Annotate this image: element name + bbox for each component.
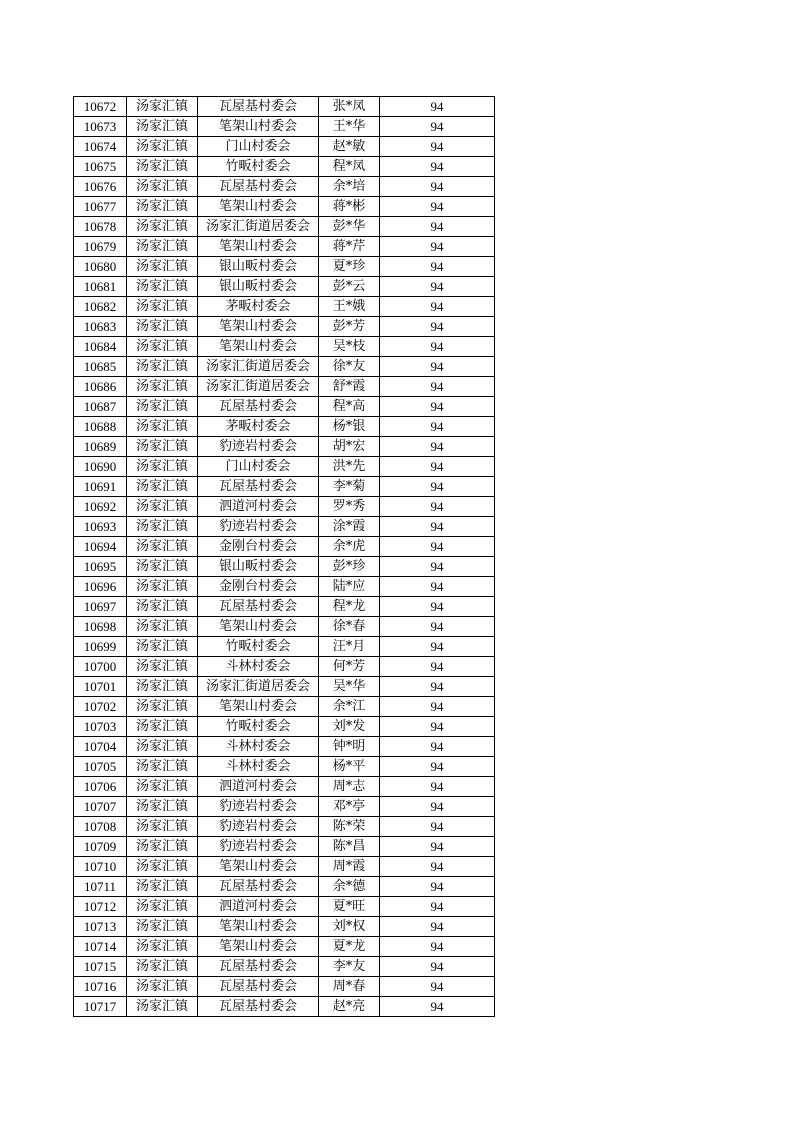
row-town-cell: 汤家汇镇 bbox=[127, 697, 198, 717]
table-row bbox=[74, 157, 495, 177]
row-score-cell: 94 bbox=[380, 517, 495, 537]
row-id-cell: 10688 bbox=[74, 417, 127, 437]
row-id-cell: 10709 bbox=[74, 837, 127, 857]
row-score-cell: 94 bbox=[380, 117, 495, 137]
row-id-cell: 10694 bbox=[74, 537, 127, 557]
row-name-cell: 王*华 bbox=[319, 117, 380, 137]
row-score-cell: 94 bbox=[380, 537, 495, 557]
row-town-cell: 汤家汇镇 bbox=[127, 417, 198, 437]
row-town-cell: 汤家汇镇 bbox=[127, 657, 198, 677]
table-row bbox=[74, 197, 495, 217]
row-name-cell: 周*志 bbox=[319, 777, 380, 797]
row-score-cell: 94 bbox=[380, 497, 495, 517]
row-id-cell: 10672 bbox=[74, 97, 127, 117]
table-row bbox=[74, 877, 495, 897]
row-village-cell: 笔架山村委会 bbox=[198, 697, 319, 717]
row-town-cell: 汤家汇镇 bbox=[127, 257, 198, 277]
row-village-cell: 瓦屋基村委会 bbox=[198, 397, 319, 417]
table-row bbox=[74, 177, 495, 197]
row-town-cell: 汤家汇镇 bbox=[127, 197, 198, 217]
row-id-cell: 10677 bbox=[74, 197, 127, 217]
table-row bbox=[74, 917, 495, 937]
row-score-cell: 94 bbox=[380, 697, 495, 717]
row-name-cell: 徐*春 bbox=[319, 617, 380, 637]
row-score-cell: 94 bbox=[380, 257, 495, 277]
row-name-cell: 蒋*芹 bbox=[319, 237, 380, 257]
row-score-cell: 94 bbox=[380, 437, 495, 457]
row-village-cell: 茅畈村委会 bbox=[198, 417, 319, 437]
table-row bbox=[74, 937, 495, 957]
row-score-cell: 94 bbox=[380, 877, 495, 897]
row-town-cell: 汤家汇镇 bbox=[127, 437, 198, 457]
row-id-cell: 10676 bbox=[74, 177, 127, 197]
row-village-cell: 竹畈村委会 bbox=[198, 157, 319, 177]
row-id-cell: 10693 bbox=[74, 517, 127, 537]
row-score-cell: 94 bbox=[380, 637, 495, 657]
row-village-cell: 竹畈村委会 bbox=[198, 717, 319, 737]
row-score-cell: 94 bbox=[380, 457, 495, 477]
table-row bbox=[74, 137, 495, 157]
row-village-cell: 竹畈村委会 bbox=[198, 637, 319, 657]
row-village-cell: 瓦屋基村委会 bbox=[198, 597, 319, 617]
row-name-cell: 洪*先 bbox=[319, 457, 380, 477]
row-town-cell: 汤家汇镇 bbox=[127, 497, 198, 517]
table-row bbox=[74, 977, 495, 997]
table-row bbox=[74, 497, 495, 517]
row-id-cell: 10703 bbox=[74, 717, 127, 737]
row-score-cell: 94 bbox=[380, 737, 495, 757]
row-name-cell: 夏*珍 bbox=[319, 257, 380, 277]
row-score-cell: 94 bbox=[380, 837, 495, 857]
row-village-cell: 汤家汇街道居委会 bbox=[198, 377, 319, 397]
table-row bbox=[74, 517, 495, 537]
table-row bbox=[74, 277, 495, 297]
table-row bbox=[74, 537, 495, 557]
row-name-cell: 刘*权 bbox=[319, 917, 380, 937]
table-row bbox=[74, 997, 495, 1017]
row-score-cell: 94 bbox=[380, 377, 495, 397]
row-name-cell: 刘*发 bbox=[319, 717, 380, 737]
row-score-cell: 94 bbox=[380, 817, 495, 837]
row-id-cell: 10706 bbox=[74, 777, 127, 797]
table-row bbox=[74, 597, 495, 617]
row-village-cell: 茅畈村委会 bbox=[198, 297, 319, 317]
row-score-cell: 94 bbox=[380, 317, 495, 337]
table-row bbox=[74, 297, 495, 317]
row-name-cell: 余*德 bbox=[319, 877, 380, 897]
row-town-cell: 汤家汇镇 bbox=[127, 157, 198, 177]
row-name-cell: 余*培 bbox=[319, 177, 380, 197]
row-name-cell: 陆*应 bbox=[319, 577, 380, 597]
row-village-cell: 笔架山村委会 bbox=[198, 237, 319, 257]
row-score-cell: 94 bbox=[380, 197, 495, 217]
row-village-cell: 豹迹岩村委会 bbox=[198, 517, 319, 537]
row-name-cell: 吴*华 bbox=[319, 677, 380, 697]
row-name-cell: 蒋*彬 bbox=[319, 197, 380, 217]
row-score-cell: 94 bbox=[380, 757, 495, 777]
row-village-cell: 笔架山村委会 bbox=[198, 197, 319, 217]
row-id-cell: 10685 bbox=[74, 357, 127, 377]
row-village-cell: 笔架山村委会 bbox=[198, 337, 319, 357]
row-town-cell: 汤家汇镇 bbox=[127, 897, 198, 917]
row-town-cell: 汤家汇镇 bbox=[127, 277, 198, 297]
row-score-cell: 94 bbox=[380, 397, 495, 417]
row-id-cell: 10692 bbox=[74, 497, 127, 517]
row-town-cell: 汤家汇镇 bbox=[127, 577, 198, 597]
row-score-cell: 94 bbox=[380, 977, 495, 997]
row-village-cell: 斗林村委会 bbox=[198, 757, 319, 777]
row-score-cell: 94 bbox=[380, 557, 495, 577]
row-name-cell: 夏*龙 bbox=[319, 937, 380, 957]
row-village-cell: 瓦屋基村委会 bbox=[198, 877, 319, 897]
table-row bbox=[74, 717, 495, 737]
row-town-cell: 汤家汇镇 bbox=[127, 937, 198, 957]
row-town-cell: 汤家汇镇 bbox=[127, 357, 198, 377]
row-score-cell: 94 bbox=[380, 777, 495, 797]
row-score-cell: 94 bbox=[380, 957, 495, 977]
row-id-cell: 10714 bbox=[74, 937, 127, 957]
table-row bbox=[74, 377, 495, 397]
row-id-cell: 10701 bbox=[74, 677, 127, 697]
table-row bbox=[74, 857, 495, 877]
row-id-cell: 10702 bbox=[74, 697, 127, 717]
table-row bbox=[74, 397, 495, 417]
row-village-cell: 门山村委会 bbox=[198, 137, 319, 157]
row-town-cell: 汤家汇镇 bbox=[127, 997, 198, 1017]
table-row bbox=[74, 757, 495, 777]
table-row bbox=[74, 417, 495, 437]
row-id-cell: 10683 bbox=[74, 317, 127, 337]
table-row bbox=[74, 837, 495, 857]
row-id-cell: 10682 bbox=[74, 297, 127, 317]
row-village-cell: 泗道河村委会 bbox=[198, 777, 319, 797]
row-id-cell: 10675 bbox=[74, 157, 127, 177]
row-score-cell: 94 bbox=[380, 797, 495, 817]
table-row bbox=[74, 637, 495, 657]
row-id-cell: 10684 bbox=[74, 337, 127, 357]
row-village-cell: 瓦屋基村委会 bbox=[198, 97, 319, 117]
row-id-cell: 10689 bbox=[74, 437, 127, 457]
row-id-cell: 10679 bbox=[74, 237, 127, 257]
row-name-cell: 赵*敏 bbox=[319, 137, 380, 157]
row-score-cell: 94 bbox=[380, 157, 495, 177]
row-id-cell: 10678 bbox=[74, 217, 127, 237]
row-village-cell: 笔架山村委会 bbox=[198, 117, 319, 137]
table-row bbox=[74, 217, 495, 237]
row-town-cell: 汤家汇镇 bbox=[127, 297, 198, 317]
row-town-cell: 汤家汇镇 bbox=[127, 677, 198, 697]
row-village-cell: 斗林村委会 bbox=[198, 737, 319, 757]
row-village-cell: 豹迹岩村委会 bbox=[198, 837, 319, 857]
row-village-cell: 笔架山村委会 bbox=[198, 917, 319, 937]
row-score-cell: 94 bbox=[380, 857, 495, 877]
row-village-cell: 汤家汇街道居委会 bbox=[198, 357, 319, 377]
row-score-cell: 94 bbox=[380, 417, 495, 437]
row-name-cell: 彭*华 bbox=[319, 217, 380, 237]
row-town-cell: 汤家汇镇 bbox=[127, 457, 198, 477]
table-row bbox=[74, 657, 495, 677]
row-id-cell: 10717 bbox=[74, 997, 127, 1017]
row-score-cell: 94 bbox=[380, 237, 495, 257]
row-village-cell: 笔架山村委会 bbox=[198, 317, 319, 337]
row-village-cell: 金刚台村委会 bbox=[198, 577, 319, 597]
row-town-cell: 汤家汇镇 bbox=[127, 377, 198, 397]
row-score-cell: 94 bbox=[380, 297, 495, 317]
row-village-cell: 泗道河村委会 bbox=[198, 897, 319, 917]
row-town-cell: 汤家汇镇 bbox=[127, 977, 198, 997]
table-row bbox=[74, 617, 495, 637]
row-town-cell: 汤家汇镇 bbox=[127, 837, 198, 857]
row-town-cell: 汤家汇镇 bbox=[127, 957, 198, 977]
table-row bbox=[74, 117, 495, 137]
table-row bbox=[74, 317, 495, 337]
row-name-cell: 程*凤 bbox=[319, 157, 380, 177]
row-name-cell: 钟*明 bbox=[319, 737, 380, 757]
table-row bbox=[74, 677, 495, 697]
row-id-cell: 10698 bbox=[74, 617, 127, 637]
table-row bbox=[74, 337, 495, 357]
row-village-cell: 笔架山村委会 bbox=[198, 617, 319, 637]
row-id-cell: 10699 bbox=[74, 637, 127, 657]
row-town-cell: 汤家汇镇 bbox=[127, 517, 198, 537]
row-town-cell: 汤家汇镇 bbox=[127, 477, 198, 497]
row-score-cell: 94 bbox=[380, 937, 495, 957]
row-name-cell: 周*春 bbox=[319, 977, 380, 997]
row-village-cell: 笔架山村委会 bbox=[198, 937, 319, 957]
row-town-cell: 汤家汇镇 bbox=[127, 97, 198, 117]
row-town-cell: 汤家汇镇 bbox=[127, 337, 198, 357]
row-score-cell: 94 bbox=[380, 137, 495, 157]
row-id-cell: 10691 bbox=[74, 477, 127, 497]
row-id-cell: 10716 bbox=[74, 977, 127, 997]
row-id-cell: 10704 bbox=[74, 737, 127, 757]
row-town-cell: 汤家汇镇 bbox=[127, 797, 198, 817]
table-row bbox=[74, 957, 495, 977]
row-id-cell: 10686 bbox=[74, 377, 127, 397]
row-score-cell: 94 bbox=[380, 677, 495, 697]
row-name-cell: 邓*亭 bbox=[319, 797, 380, 817]
row-name-cell: 张*凤 bbox=[319, 97, 380, 117]
row-town-cell: 汤家汇镇 bbox=[127, 217, 198, 237]
row-town-cell: 汤家汇镇 bbox=[127, 597, 198, 617]
table-row bbox=[74, 257, 495, 277]
row-score-cell: 94 bbox=[380, 897, 495, 917]
row-id-cell: 10700 bbox=[74, 657, 127, 677]
row-name-cell: 陈*荣 bbox=[319, 817, 380, 837]
row-name-cell: 彭*云 bbox=[319, 277, 380, 297]
row-town-cell: 汤家汇镇 bbox=[127, 137, 198, 157]
row-score-cell: 94 bbox=[380, 277, 495, 297]
row-name-cell: 汪*月 bbox=[319, 637, 380, 657]
row-town-cell: 汤家汇镇 bbox=[127, 777, 198, 797]
row-id-cell: 10674 bbox=[74, 137, 127, 157]
row-id-cell: 10710 bbox=[74, 857, 127, 877]
row-village-cell: 瓦屋基村委会 bbox=[198, 977, 319, 997]
row-town-cell: 汤家汇镇 bbox=[127, 557, 198, 577]
row-score-cell: 94 bbox=[380, 217, 495, 237]
row-name-cell: 杨*平 bbox=[319, 757, 380, 777]
row-id-cell: 10713 bbox=[74, 917, 127, 937]
row-village-cell: 银山畈村委会 bbox=[198, 277, 319, 297]
row-score-cell: 94 bbox=[380, 917, 495, 937]
row-village-cell: 金刚台村委会 bbox=[198, 537, 319, 557]
row-name-cell: 何*芳 bbox=[319, 657, 380, 677]
row-id-cell: 10673 bbox=[74, 117, 127, 137]
row-name-cell: 李*友 bbox=[319, 957, 380, 977]
row-score-cell: 94 bbox=[380, 577, 495, 597]
row-name-cell: 余*虎 bbox=[319, 537, 380, 557]
row-name-cell: 余*江 bbox=[319, 697, 380, 717]
row-town-cell: 汤家汇镇 bbox=[127, 617, 198, 637]
row-id-cell: 10680 bbox=[74, 257, 127, 277]
row-village-cell: 门山村委会 bbox=[198, 457, 319, 477]
row-name-cell: 彭*珍 bbox=[319, 557, 380, 577]
row-score-cell: 94 bbox=[380, 357, 495, 377]
row-id-cell: 10705 bbox=[74, 757, 127, 777]
row-town-cell: 汤家汇镇 bbox=[127, 537, 198, 557]
row-score-cell: 94 bbox=[380, 177, 495, 197]
row-id-cell: 10681 bbox=[74, 277, 127, 297]
row-village-cell: 瓦屋基村委会 bbox=[198, 177, 319, 197]
row-village-cell: 瓦屋基村委会 bbox=[198, 997, 319, 1017]
row-town-cell: 汤家汇镇 bbox=[127, 917, 198, 937]
table-row bbox=[74, 817, 495, 837]
row-name-cell: 王*娥 bbox=[319, 297, 380, 317]
row-town-cell: 汤家汇镇 bbox=[127, 757, 198, 777]
row-id-cell: 10715 bbox=[74, 957, 127, 977]
row-town-cell: 汤家汇镇 bbox=[127, 397, 198, 417]
table-row bbox=[74, 557, 495, 577]
row-id-cell: 10696 bbox=[74, 577, 127, 597]
row-score-cell: 94 bbox=[380, 617, 495, 637]
row-town-cell: 汤家汇镇 bbox=[127, 177, 198, 197]
row-town-cell: 汤家汇镇 bbox=[127, 877, 198, 897]
row-name-cell: 彭*芳 bbox=[319, 317, 380, 337]
row-village-cell: 瓦屋基村委会 bbox=[198, 477, 319, 497]
table-row bbox=[74, 697, 495, 717]
row-town-cell: 汤家汇镇 bbox=[127, 717, 198, 737]
row-town-cell: 汤家汇镇 bbox=[127, 637, 198, 657]
table-row bbox=[74, 457, 495, 477]
row-id-cell: 10707 bbox=[74, 797, 127, 817]
row-score-cell: 94 bbox=[380, 477, 495, 497]
row-name-cell: 陈*昌 bbox=[319, 837, 380, 857]
row-id-cell: 10687 bbox=[74, 397, 127, 417]
row-name-cell: 赵*亮 bbox=[319, 997, 380, 1017]
row-village-cell: 豹迹岩村委会 bbox=[198, 817, 319, 837]
row-village-cell: 豹迹岩村委会 bbox=[198, 437, 319, 457]
row-town-cell: 汤家汇镇 bbox=[127, 237, 198, 257]
row-score-cell: 94 bbox=[380, 337, 495, 357]
row-name-cell: 涂*霞 bbox=[319, 517, 380, 537]
table-row bbox=[74, 237, 495, 257]
table-row bbox=[74, 897, 495, 917]
roster-table-body bbox=[74, 97, 495, 1017]
row-village-cell: 笔架山村委会 bbox=[198, 857, 319, 877]
row-name-cell: 胡*宏 bbox=[319, 437, 380, 457]
table-row bbox=[74, 577, 495, 597]
row-village-cell: 豹迹岩村委会 bbox=[198, 797, 319, 817]
row-name-cell: 徐*友 bbox=[319, 357, 380, 377]
row-id-cell: 10690 bbox=[74, 457, 127, 477]
row-town-cell: 汤家汇镇 bbox=[127, 817, 198, 837]
row-village-cell: 泗道河村委会 bbox=[198, 497, 319, 517]
row-village-cell: 汤家汇街道居委会 bbox=[198, 217, 319, 237]
row-score-cell: 94 bbox=[380, 97, 495, 117]
row-town-cell: 汤家汇镇 bbox=[127, 317, 198, 337]
row-village-cell: 银山畈村委会 bbox=[198, 257, 319, 277]
table-row bbox=[74, 97, 495, 117]
row-name-cell: 舒*霞 bbox=[319, 377, 380, 397]
row-town-cell: 汤家汇镇 bbox=[127, 857, 198, 877]
table-row bbox=[74, 797, 495, 817]
row-name-cell: 程*高 bbox=[319, 397, 380, 417]
table-row bbox=[74, 777, 495, 797]
table-row bbox=[74, 737, 495, 757]
row-score-cell: 94 bbox=[380, 717, 495, 737]
table-row bbox=[74, 477, 495, 497]
row-village-cell: 银山畈村委会 bbox=[198, 557, 319, 577]
table-row bbox=[74, 437, 495, 457]
row-id-cell: 10697 bbox=[74, 597, 127, 617]
row-name-cell: 杨*银 bbox=[319, 417, 380, 437]
row-name-cell: 李*菊 bbox=[319, 477, 380, 497]
row-name-cell: 吴*枝 bbox=[319, 337, 380, 357]
row-id-cell: 10695 bbox=[74, 557, 127, 577]
row-name-cell: 程*龙 bbox=[319, 597, 380, 617]
roster-table bbox=[73, 96, 495, 1017]
row-id-cell: 10712 bbox=[74, 897, 127, 917]
row-name-cell: 罗*秀 bbox=[319, 497, 380, 517]
row-id-cell: 10711 bbox=[74, 877, 127, 897]
table-row bbox=[74, 357, 495, 377]
row-score-cell: 94 bbox=[380, 657, 495, 677]
row-score-cell: 94 bbox=[380, 597, 495, 617]
row-town-cell: 汤家汇镇 bbox=[127, 117, 198, 137]
row-village-cell: 斗林村委会 bbox=[198, 657, 319, 677]
row-score-cell: 94 bbox=[380, 997, 495, 1017]
row-id-cell: 10708 bbox=[74, 817, 127, 837]
row-village-cell: 汤家汇街道居委会 bbox=[198, 677, 319, 697]
row-name-cell: 周*霞 bbox=[319, 857, 380, 877]
row-village-cell: 瓦屋基村委会 bbox=[198, 957, 319, 977]
row-name-cell: 夏*旺 bbox=[319, 897, 380, 917]
row-town-cell: 汤家汇镇 bbox=[127, 737, 198, 757]
